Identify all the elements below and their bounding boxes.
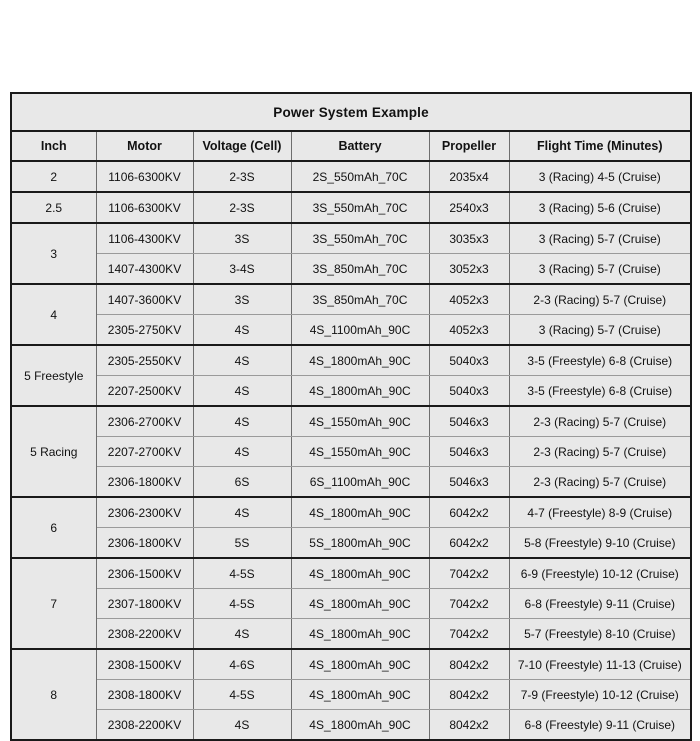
cell-propeller: 8042x2 (429, 710, 509, 741)
cell-propeller: 3035x3 (429, 223, 509, 254)
table-row (11, 497, 691, 528)
table-row (11, 680, 691, 710)
cell-motor: 2306-2300KV (96, 497, 193, 528)
cell-propeller: 7042x2 (429, 619, 509, 650)
cell-inch: 5 Racing (11, 406, 96, 497)
cell-inch: 7 (11, 558, 96, 649)
cell-motor: 1407-3600KV (96, 284, 193, 315)
cell-voltage: 4S (193, 376, 291, 407)
table-row (11, 467, 691, 498)
cell-voltage: 3S (193, 223, 291, 254)
cell-motor: 2308-2200KV (96, 710, 193, 741)
cell-motor: 2306-2700KV (96, 406, 193, 437)
cell-motor: 2207-2700KV (96, 437, 193, 467)
table-row (11, 376, 691, 407)
cell-battery: 4S_1800mAh_90C (291, 649, 429, 680)
table-row (11, 315, 691, 346)
cell-voltage: 3S (193, 284, 291, 315)
cell-voltage: 4S (193, 315, 291, 346)
cell-flight-time: 5-8 (Freestyle) 9-10 (Cruise) (509, 528, 691, 559)
cell-inch: 3 (11, 223, 96, 284)
cell-battery: 4S_1800mAh_90C (291, 376, 429, 407)
cell-battery: 4S_1550mAh_90C (291, 437, 429, 467)
cell-inch: 2.5 (11, 192, 96, 223)
column-header-propeller: Propeller (429, 131, 509, 161)
cell-battery: 6S_1100mAh_90C (291, 467, 429, 498)
cell-voltage: 4-5S (193, 558, 291, 589)
cell-flight-time: 2-3 (Racing) 5-7 (Cruise) (509, 284, 691, 315)
cell-battery: 4S_1100mAh_90C (291, 315, 429, 346)
table-row (11, 254, 691, 285)
cell-inch: 5 Freestyle (11, 345, 96, 406)
cell-motor: 1106-6300KV (96, 161, 193, 192)
cell-motor: 2306-1800KV (96, 467, 193, 498)
cell-voltage: 4S (193, 437, 291, 467)
table-row (11, 528, 691, 559)
cell-flight-time: 2-3 (Racing) 5-7 (Cruise) (509, 406, 691, 437)
column-header-inch: Inch (11, 131, 96, 161)
cell-battery: 3S_550mAh_70C (291, 223, 429, 254)
cell-inch: 8 (11, 649, 96, 740)
table-header-row (11, 131, 691, 161)
cell-voltage: 4S (193, 497, 291, 528)
cell-flight-time: 3 (Racing) 5-7 (Cruise) (509, 223, 691, 254)
cell-battery: 4S_1800mAh_90C (291, 680, 429, 710)
power-system-table-container (10, 92, 690, 741)
cell-propeller: 7042x2 (429, 589, 509, 619)
cell-flight-time: 3 (Racing) 5-7 (Cruise) (509, 254, 691, 285)
cell-motor: 2305-2550KV (96, 345, 193, 376)
cell-battery: 4S_1800mAh_90C (291, 558, 429, 589)
cell-propeller: 2035x4 (429, 161, 509, 192)
cell-voltage: 2-3S (193, 192, 291, 223)
cell-motor: 2307-1800KV (96, 589, 193, 619)
cell-flight-time: 7-10 (Freestyle) 11-13 (Cruise) (509, 649, 691, 680)
cell-propeller: 3052x3 (429, 254, 509, 285)
cell-battery: 3S_550mAh_70C (291, 192, 429, 223)
table-head (11, 93, 691, 161)
table-body (11, 161, 691, 740)
cell-motor: 2306-1500KV (96, 558, 193, 589)
table-row (11, 619, 691, 650)
cell-voltage: 5S (193, 528, 291, 559)
table-row (11, 345, 691, 376)
cell-motor: 2308-1800KV (96, 680, 193, 710)
cell-propeller: 2540x3 (429, 192, 509, 223)
cell-flight-time: 3-5 (Freestyle) 6-8 (Cruise) (509, 376, 691, 407)
cell-voltage: 4-5S (193, 680, 291, 710)
table-title-row (11, 93, 691, 131)
cell-motor: 2308-2200KV (96, 619, 193, 650)
cell-motor: 2306-1800KV (96, 528, 193, 559)
cell-flight-time: 7-9 (Freestyle) 10-12 (Cruise) (509, 680, 691, 710)
cell-flight-time: 6-8 (Freestyle) 9-11 (Cruise) (509, 710, 691, 741)
cell-voltage: 6S (193, 467, 291, 498)
cell-propeller: 4052x3 (429, 315, 509, 346)
cell-voltage: 4S (193, 406, 291, 437)
cell-inch: 6 (11, 497, 96, 558)
cell-battery: 5S_1800mAh_90C (291, 528, 429, 559)
cell-motor: 2207-2500KV (96, 376, 193, 407)
cell-battery: 4S_1800mAh_90C (291, 589, 429, 619)
cell-voltage: 4-5S (193, 589, 291, 619)
table-row (11, 589, 691, 619)
cell-motor: 1407-4300KV (96, 254, 193, 285)
cell-propeller: 5046x3 (429, 467, 509, 498)
table-row (11, 710, 691, 741)
power-system-table (10, 92, 692, 741)
cell-voltage: 2-3S (193, 161, 291, 192)
cell-flight-time: 4-7 (Freestyle) 8-9 (Cruise) (509, 497, 691, 528)
column-header-voltage: Voltage (Cell) (193, 131, 291, 161)
cell-propeller: 8042x2 (429, 649, 509, 680)
cell-flight-time: 3 (Racing) 5-7 (Cruise) (509, 315, 691, 346)
cell-voltage: 4S (193, 619, 291, 650)
cell-battery: 4S_1800mAh_90C (291, 497, 429, 528)
cell-inch: 4 (11, 284, 96, 345)
cell-motor: 2305-2750KV (96, 315, 193, 346)
cell-battery: 3S_850mAh_70C (291, 254, 429, 285)
cell-flight-time: 5-7 (Freestyle) 8-10 (Cruise) (509, 619, 691, 650)
cell-inch: 2 (11, 161, 96, 192)
table-row (11, 437, 691, 467)
cell-motor: 1106-6300KV (96, 192, 193, 223)
cell-flight-time: 2-3 (Racing) 5-7 (Cruise) (509, 437, 691, 467)
cell-voltage: 4S (193, 710, 291, 741)
column-header-battery: Battery (291, 131, 429, 161)
cell-propeller: 5046x3 (429, 437, 509, 467)
table-row (11, 284, 691, 315)
table-row (11, 558, 691, 589)
cell-flight-time: 6-8 (Freestyle) 9-11 (Cruise) (509, 589, 691, 619)
cell-flight-time: 2-3 (Racing) 5-7 (Cruise) (509, 467, 691, 498)
table-row (11, 161, 691, 192)
column-header-motor: Motor (96, 131, 193, 161)
table-row (11, 192, 691, 223)
cell-propeller: 8042x2 (429, 680, 509, 710)
cell-propeller: 4052x3 (429, 284, 509, 315)
cell-flight-time: 3-5 (Freestyle) 6-8 (Cruise) (509, 345, 691, 376)
cell-motor: 1106-4300KV (96, 223, 193, 254)
table-row (11, 649, 691, 680)
cell-flight-time: 6-9 (Freestyle) 10-12 (Cruise) (509, 558, 691, 589)
cell-propeller: 7042x2 (429, 558, 509, 589)
cell-battery: 2S_550mAh_70C (291, 161, 429, 192)
cell-battery: 4S_1800mAh_90C (291, 619, 429, 650)
cell-propeller: 6042x2 (429, 497, 509, 528)
cell-battery: 4S_1800mAh_90C (291, 345, 429, 376)
cell-motor: 2308-1500KV (96, 649, 193, 680)
cell-battery: 3S_850mAh_70C (291, 284, 429, 315)
table-title: Power System Example (11, 93, 691, 131)
column-header-flight-time: Flight Time (Minutes) (509, 131, 691, 161)
cell-flight-time: 3 (Racing) 5-6 (Cruise) (509, 192, 691, 223)
table-row (11, 406, 691, 437)
cell-flight-time: 3 (Racing) 4-5 (Cruise) (509, 161, 691, 192)
cell-voltage: 4-6S (193, 649, 291, 680)
cell-propeller: 5040x3 (429, 376, 509, 407)
cell-propeller: 5046x3 (429, 406, 509, 437)
cell-propeller: 6042x2 (429, 528, 509, 559)
cell-battery: 4S_1800mAh_90C (291, 710, 429, 741)
table-row (11, 223, 691, 254)
cell-battery: 4S_1550mAh_90C (291, 406, 429, 437)
cell-voltage: 3-4S (193, 254, 291, 285)
cell-voltage: 4S (193, 345, 291, 376)
cell-propeller: 5040x3 (429, 345, 509, 376)
